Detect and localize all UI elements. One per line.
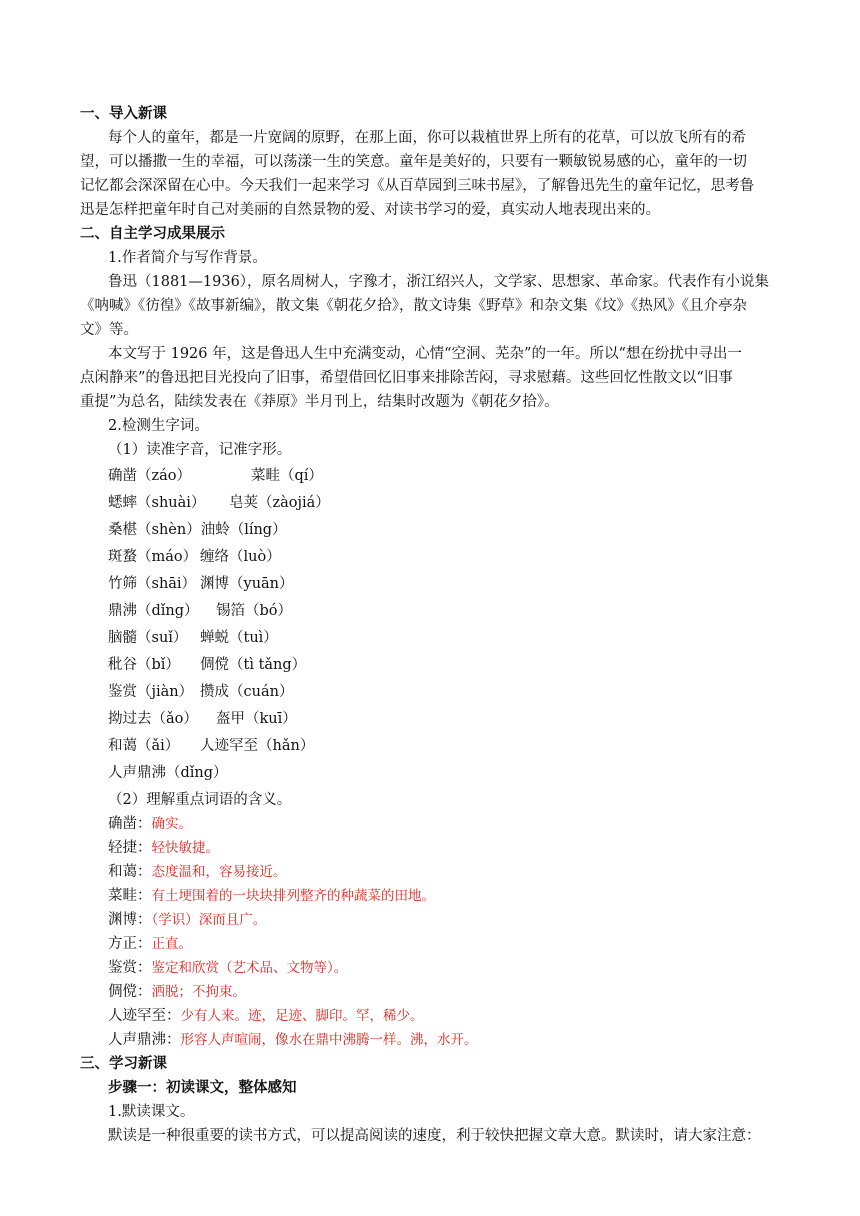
sub-heading: （2）理解重点词语的含义。 xyxy=(108,792,292,808)
pinyin-row xyxy=(108,491,330,515)
paragraph-line: 本文写于 1926 年，这是鲁迅人生中充满变动，心情“空洞、芜杂”的一年。所以“想在纷扰中寻出一 xyxy=(108,346,742,362)
paragraph-line: 重提”为总名，陆续发表在《莽原》半月刊上，结集时改题为《朝花夕拾》。 xyxy=(80,394,559,410)
pinyin-entry: 鼎沸（dǐng） xyxy=(108,603,199,619)
pinyin-entry: 和蔼（ǎi） xyxy=(108,738,180,754)
pinyin-row xyxy=(108,734,315,758)
pinyin-entry: 确凿（záo） xyxy=(108,468,192,484)
definition-row xyxy=(108,1028,478,1052)
paragraph-line: 望，可以播撒一生的幸福，可以荡漾一生的笑意。童年是美好的，只要有一颗敏锐易感的心，童年的一切 xyxy=(80,154,747,170)
definition-term: 人迹罕至： xyxy=(108,1008,181,1024)
pinyin-row xyxy=(108,761,228,785)
section-heading-self-study: 二、自主学习成果展示 xyxy=(80,226,225,242)
pinyin-entry: 倜傥（tì tǎng） xyxy=(200,657,307,673)
definition-row xyxy=(108,908,266,932)
definition-row xyxy=(108,1004,424,1028)
pinyin-entry: 秕谷（bǐ） xyxy=(108,657,180,673)
paragraph-line: 默读是一种很重要的读书方式，可以提高阅读的速度，利于较快把握文章大意。默读时，请大家注意： xyxy=(108,1128,761,1144)
definition-text: 正直。 xyxy=(151,936,192,952)
definition-text: 确实。 xyxy=(151,816,192,832)
pinyin-entry: 桑椹（shèn）油蛉（líng） xyxy=(108,522,287,538)
section-heading-new-lesson: 三、学习新课 xyxy=(80,1056,167,1072)
definition-term: 轻捷： xyxy=(108,840,152,856)
paragraph-line: 迅是怎样把童年时自己对美丽的自然景物的爱、对读书学习的爱，真实动人地表现出来的。 xyxy=(80,202,660,218)
pinyin-entry: 渊博（yuān） xyxy=(200,576,294,592)
item-heading: 1.默读课文。 xyxy=(108,1104,195,1120)
definition-text: （学识）深而且广。 xyxy=(151,912,267,928)
pinyin-entry: 锡箔（bó） xyxy=(216,603,293,619)
pinyin-row xyxy=(108,464,323,488)
pinyin-row xyxy=(108,626,278,650)
pinyin-entry: 斑蝥（máo） xyxy=(108,549,198,565)
item-heading: 2.检测生字词。 xyxy=(108,418,209,434)
pinyin-entry: 蟋蟀（shuài） xyxy=(108,495,206,511)
definition-text: 洒脱；不拘束。 xyxy=(151,984,246,1000)
pinyin-entry: 人声鼎沸（dǐng） xyxy=(108,765,228,781)
pinyin-entry: 攒成（cuán） xyxy=(200,684,294,700)
paragraph-line: 每个人的童年，都是一片宽阔的原野，在那上面，你可以栽植世界上所有的花草，可以放飞所有的希 xyxy=(108,130,746,146)
definition-term: 鉴赏： xyxy=(108,960,152,976)
sub-heading: （1）读准字音，记准字形。 xyxy=(108,442,292,458)
definition-text: 轻快敏捷。 xyxy=(151,840,219,856)
pinyin-row xyxy=(108,680,294,704)
pinyin-entry: 蝉蜕（tuì） xyxy=(200,630,278,646)
pinyin-entry: 菜畦（qí） xyxy=(251,468,323,484)
pinyin-row xyxy=(108,572,294,596)
pinyin-row xyxy=(108,599,293,623)
pinyin-entry: 脑髓（suǐ） xyxy=(108,630,188,646)
definition-row xyxy=(108,836,219,860)
pinyin-entry: 盔甲（kuī） xyxy=(216,711,297,727)
definition-term: 确凿： xyxy=(108,816,152,832)
paragraph-line: 点闲静来”的鲁迅把目光投向了旧事，希望借回忆旧事来排除苦闷，寻求慰藉。这些回忆性散文以“旧事 xyxy=(80,370,733,386)
definition-text: 鉴定和欣赏（艺术品、文物等）。 xyxy=(151,960,348,976)
paragraph-line: 文》等。 xyxy=(80,322,138,338)
definition-row xyxy=(108,956,347,980)
definition-term: 和蔼： xyxy=(108,864,152,880)
pinyin-entry: 皂荚（zàojiá） xyxy=(229,495,330,511)
definition-row xyxy=(108,812,192,836)
definition-term: 人声鼎沸： xyxy=(108,1032,181,1048)
pinyin-row xyxy=(108,653,307,677)
paragraph-line: 鲁迅（1881—1936），原名周树人，字豫才，浙江绍兴人，文学家、思想家、革命家。代表作有小说集 xyxy=(108,274,770,290)
pinyin-row xyxy=(108,518,287,542)
definition-text: 少有人来。迹，足迹、脚印。罕，稀少。 xyxy=(180,1008,424,1024)
definition-text: 形容人声喧闹，像水在鼎中沸腾一样。沸，水开。 xyxy=(180,1032,478,1048)
definition-row xyxy=(108,884,435,908)
definition-row xyxy=(108,860,287,884)
definition-text: 态度温和，容易接近。 xyxy=(151,864,287,880)
pinyin-entry: 鉴赏（jiàn） xyxy=(108,684,194,700)
definition-term: 倜傥： xyxy=(108,984,152,1000)
pinyin-entry: 缠络（luò） xyxy=(200,549,281,565)
section-heading-intro: 一、导入新课 xyxy=(80,106,167,122)
step-heading: 步骤一：初读课文，整体感知 xyxy=(108,1080,297,1096)
paragraph-line: 《呐喊》《彷徨》《故事新编》，散文集《朝花夕拾》，散文诗集《野草》和杂文集《坟》《热风》《且介亭杂 xyxy=(80,298,747,314)
definition-term: 菜畦： xyxy=(108,888,152,904)
definition-term: 渊博： xyxy=(108,912,152,928)
definition-row xyxy=(108,932,192,956)
definition-term: 方正： xyxy=(108,936,152,952)
pinyin-entry: 人迹罕至（hǎn） xyxy=(200,738,315,754)
paragraph-line: 记忆都会深深留在心中。今天我们一起来学习《从百草园到三味书屋》，了解鲁迅先生的童年记忆，思考鲁 xyxy=(80,178,755,194)
definition-text: 有土埂围着的一块块排列整齐的种蔬菜的田地。 xyxy=(151,888,435,904)
definition-row xyxy=(108,980,246,1004)
item-heading: 1.作者简介与写作背景。 xyxy=(108,250,267,266)
pinyin-entry: 拗过去（ǎo） xyxy=(108,711,198,727)
pinyin-row xyxy=(108,545,281,569)
pinyin-row xyxy=(108,707,297,731)
pinyin-entry: 竹筛（shāi） xyxy=(108,576,197,592)
